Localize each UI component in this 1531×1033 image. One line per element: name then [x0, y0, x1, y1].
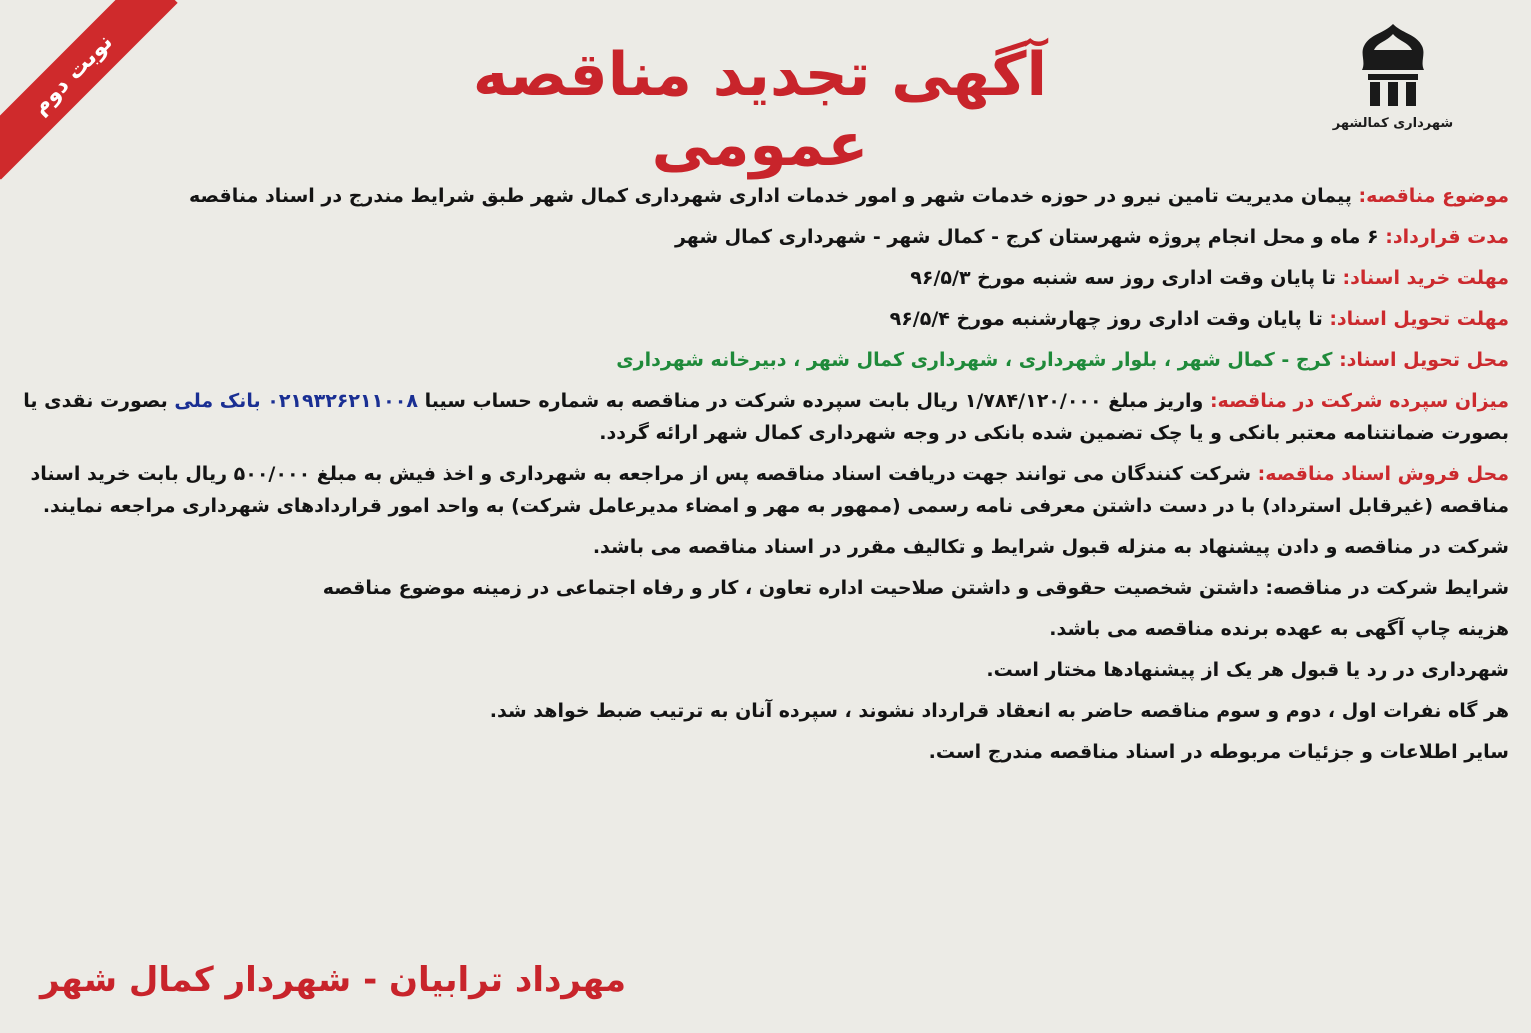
- purchase-deadline-row: [19, 262, 1509, 294]
- notice-title: آگهی تجدید مناقصه عمومی: [472, 40, 1048, 180]
- deposit-label: میزان سپرده شرکت در مناقصه:: [1209, 390, 1509, 412]
- delivery-place-row: [19, 344, 1509, 376]
- deposit-text-b: بصورت نقدی یا بصورت ضمانتنامه معتبر بانکی و یا چک تضمین شده بانکی در وجه شهرداری کمال شهر ارائه گردد.: [23, 390, 1509, 444]
- deposit-account: ۰۲۱۹۳۲۶۲۱۱۰۰۸: [267, 390, 418, 412]
- deposit-row: [19, 385, 1509, 449]
- ribbon-label: نوبت دوم: [0, 0, 178, 180]
- delivery-deadline-label: مهلت تحویل اسناد:: [1329, 308, 1509, 330]
- sale-place-text: شرکت کنندگان می توانند جهت دریافت اسناد مناقصه پس از مراجعه به شهرداری و اخذ فیش به مبلغ ۵۰۰/۰۰۰ ریال بابت خرید اسناد مناقصه (غیرقابل استرداد) با در دست داشتن معرفی نامه رسمی (ممهور به مهر و امضاء مدیرعامل شرکت) به واحد امور قراردادهای شهرداری مراجعه نمایند.: [30, 463, 1509, 517]
- subject-row: [19, 180, 1509, 212]
- corner-ribbon: [0, 0, 200, 200]
- purchase-deadline-text: تا پایان وقت اداری روز سه شنبه مورخ ۹۶/۵/۳: [910, 267, 1343, 289]
- note-forfeit: هر گاه نفرات اول ، دوم و سوم مناقصه حاضر به انعقاد قرارداد نشوند ، سپرده آنان به ترتیب ضبط خواهد شد.: [489, 700, 1509, 722]
- delivery-place-text: کرج - کمال شهر ، بلوار شهرداری ، شهرداری کمال شهر ، دبیرخانه شهرداری: [616, 349, 1340, 371]
- note-other-info: سایر اطلاعات و جزئیات مربوطه در اسناد مناقصه مندرج است.: [928, 741, 1509, 763]
- deposit-bank: بانک ملی: [174, 390, 268, 412]
- logo-caption: شهرداری کمالشهر: [1332, 116, 1454, 131]
- subject-label: موضوع مناقصه:: [1358, 185, 1509, 207]
- subject-text: پیمان مدیریت تامین نیرو در حوزه خدمات شهر و امور خدمات اداری شهرداری کمال شهر طبق شرایط مندرج در اسناد مناقصه: [189, 185, 1359, 207]
- sale-place-row: [19, 458, 1509, 522]
- delivery-deadline-text: تا پایان وقت اداری روز چهارشنبه مورخ ۹۶/۵/۴: [889, 308, 1330, 330]
- mayor-signature: مهرداد ترابیان - شهردار کمال شهر: [40, 960, 627, 1000]
- municipality-logo: [1303, 20, 1483, 150]
- sale-place-label: محل فروش اسناد مناقصه:: [1257, 463, 1509, 485]
- duration-label: مدت قرارداد:: [1385, 226, 1509, 248]
- delivery-deadline-row: [19, 303, 1509, 335]
- municipality-emblem-icon: [1348, 20, 1438, 110]
- duration-row: [19, 221, 1509, 253]
- delivery-place-label: محل تحویل اسناد:: [1339, 349, 1509, 371]
- duration-text: ۶ ماه و محل انجام پروژه شهرستان کرج - کمال شهر - شهرداری کمال شهر: [674, 226, 1386, 248]
- purchase-deadline-label: مهلت خرید اسناد:: [1342, 267, 1509, 289]
- notice-body: [19, 180, 1509, 777]
- note-conditions: شرایط شرکت در مناقصه: داشتن شخصیت حقوقی و داشتن صلاحیت اداره تعاون ، کار و رفاه اجتماعی در زمینه موضوع مناقصه: [322, 577, 1509, 599]
- note-participation: شرکت در مناقصه و دادن پیشنهاد به منزله قبول شرایط و تکالیف مقرر در اسناد مناقصه می باشد.: [592, 536, 1509, 558]
- note-print-cost: هزینه چاپ آگهی به عهده برنده مناقصه می باشد.: [1049, 618, 1509, 640]
- note-reject-right: شهرداری در رد یا قبول هر یک از پیشنهادها مختار است.: [986, 659, 1509, 681]
- deposit-text-a: واریز مبلغ ۱/۷۸۴/۱۲۰/۰۰۰ ریال بابت سپرده شرکت در مناقصه به شماره حساب سیبا: [417, 390, 1210, 412]
